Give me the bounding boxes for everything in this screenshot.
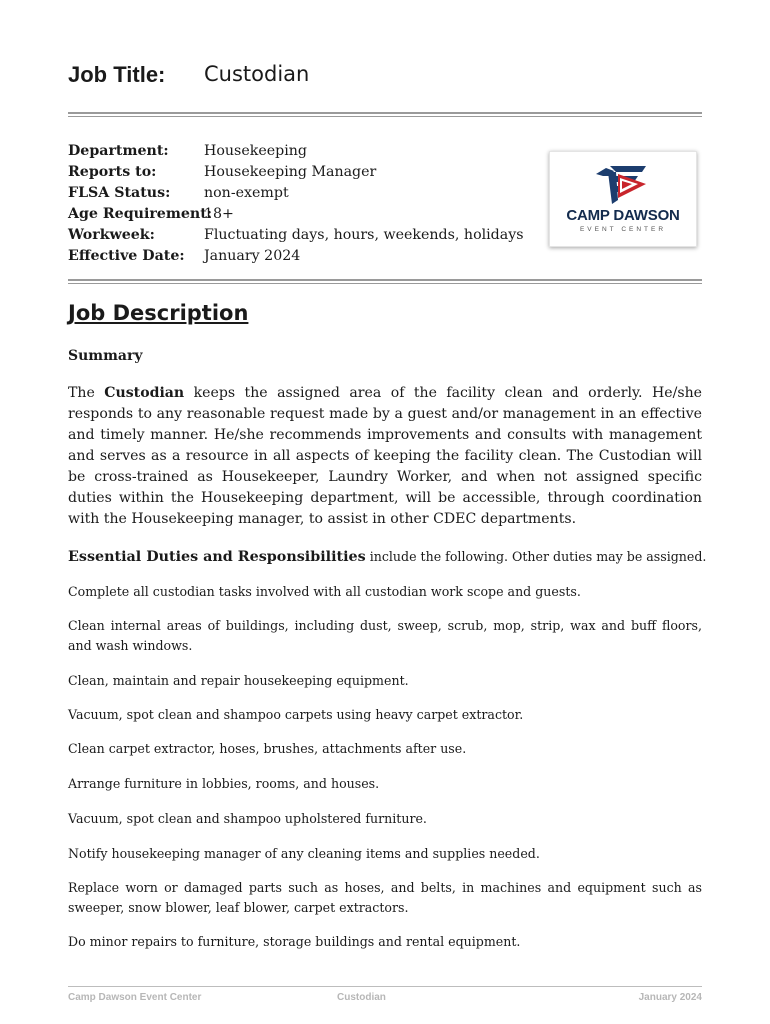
info-label: Age Requirement:: [68, 206, 212, 222]
job-title-value: Custodian: [204, 62, 310, 86]
info-label: Workweek:: [68, 227, 155, 243]
duty-item: Do minor repairs to furniture, storage buildings and rental equipment.: [68, 934, 521, 949]
footer-divider: [68, 986, 702, 987]
info-label: Department:: [68, 143, 169, 159]
summary-text: keeps the assigned area of the facility clean and orderly. He/she responds to any reasonable request made by a guest and/or management in an effective and timely manner. He/she recommends improvements and consults with management and serves as a resource in all aspects of keeping the facility clean. The Custodian will be cross-trained as Housekeeper, Laundry Worker, and when not assigned specific duties within the Housekeeping department, will be accessible, through coordination with the Housekeeping manager, to assist in other CDEC departments.: [68, 385, 702, 527]
duty-item: Notify housekeeping manager of any cleaning items and supplies needed.: [68, 846, 540, 861]
title-divider: [68, 112, 702, 117]
footer-date: January 2024: [638, 992, 702, 1003]
footer-job-title: Custodian: [337, 992, 386, 1003]
info-value: Housekeeping Manager: [204, 164, 377, 180]
eagle-flag-icon: [594, 162, 652, 206]
duty-item: Replace worn or damaged parts such as hoses, and belts, in machines and equipment such as sweeper, snow blower, leaf blower, carpet extractors.: [68, 880, 702, 915]
summary-lead: The: [68, 385, 105, 401]
duties-heading: [68, 546, 706, 565]
info-value: 18+: [204, 206, 234, 222]
info-label: Reports to:: [68, 164, 157, 180]
job-title-label: Job Title:: [68, 62, 166, 87]
duties-heading-bold: Essential Duties and Responsibilities: [68, 549, 366, 565]
footer-organization: Camp Dawson Event Center: [68, 992, 202, 1003]
duty-item: Vacuum, spot clean and shampoo upholstered furniture.: [68, 811, 427, 826]
info-value: Housekeeping: [204, 143, 307, 159]
camp-dawson-logo: [549, 151, 697, 247]
summary-bold-term: Custodian: [104, 385, 185, 401]
info-value: non-exempt: [204, 185, 289, 201]
duty-item: Clean carpet extractor, hoses, brushes, attachments after use.: [68, 741, 467, 756]
info-value: Fluctuating days, hours, weekends, holidays: [204, 227, 524, 243]
info-divider: [68, 279, 702, 284]
summary-paragraph: [68, 383, 702, 530]
duty-item: Clean internal areas of buildings, including dust, sweep, scrub, mop, strip, wax and buff floors, and wash windows.: [68, 618, 702, 653]
logo-name: CAMP DAWSON: [566, 207, 680, 224]
info-label: FLSA Status:: [68, 185, 171, 201]
job-description-heading: Job Description: [68, 301, 249, 325]
duty-item: Arrange furniture in lobbies, rooms, and houses.: [68, 776, 380, 791]
duty-item: Clean, maintain and repair housekeeping equipment.: [68, 673, 409, 688]
summary-heading: Summary: [68, 348, 143, 364]
info-value: January 2024: [204, 248, 301, 264]
duty-item: Complete all custodian tasks involved with all custodian work scope and guests.: [68, 584, 581, 599]
duty-item: Vacuum, spot clean and shampoo carpets using heavy carpet extractor.: [68, 707, 524, 722]
duties-heading-text: include the following. Other duties may be assigned.: [365, 549, 707, 564]
info-label: Effective Date:: [68, 248, 185, 264]
logo-subtitle: EVENT CENTER: [579, 226, 667, 233]
